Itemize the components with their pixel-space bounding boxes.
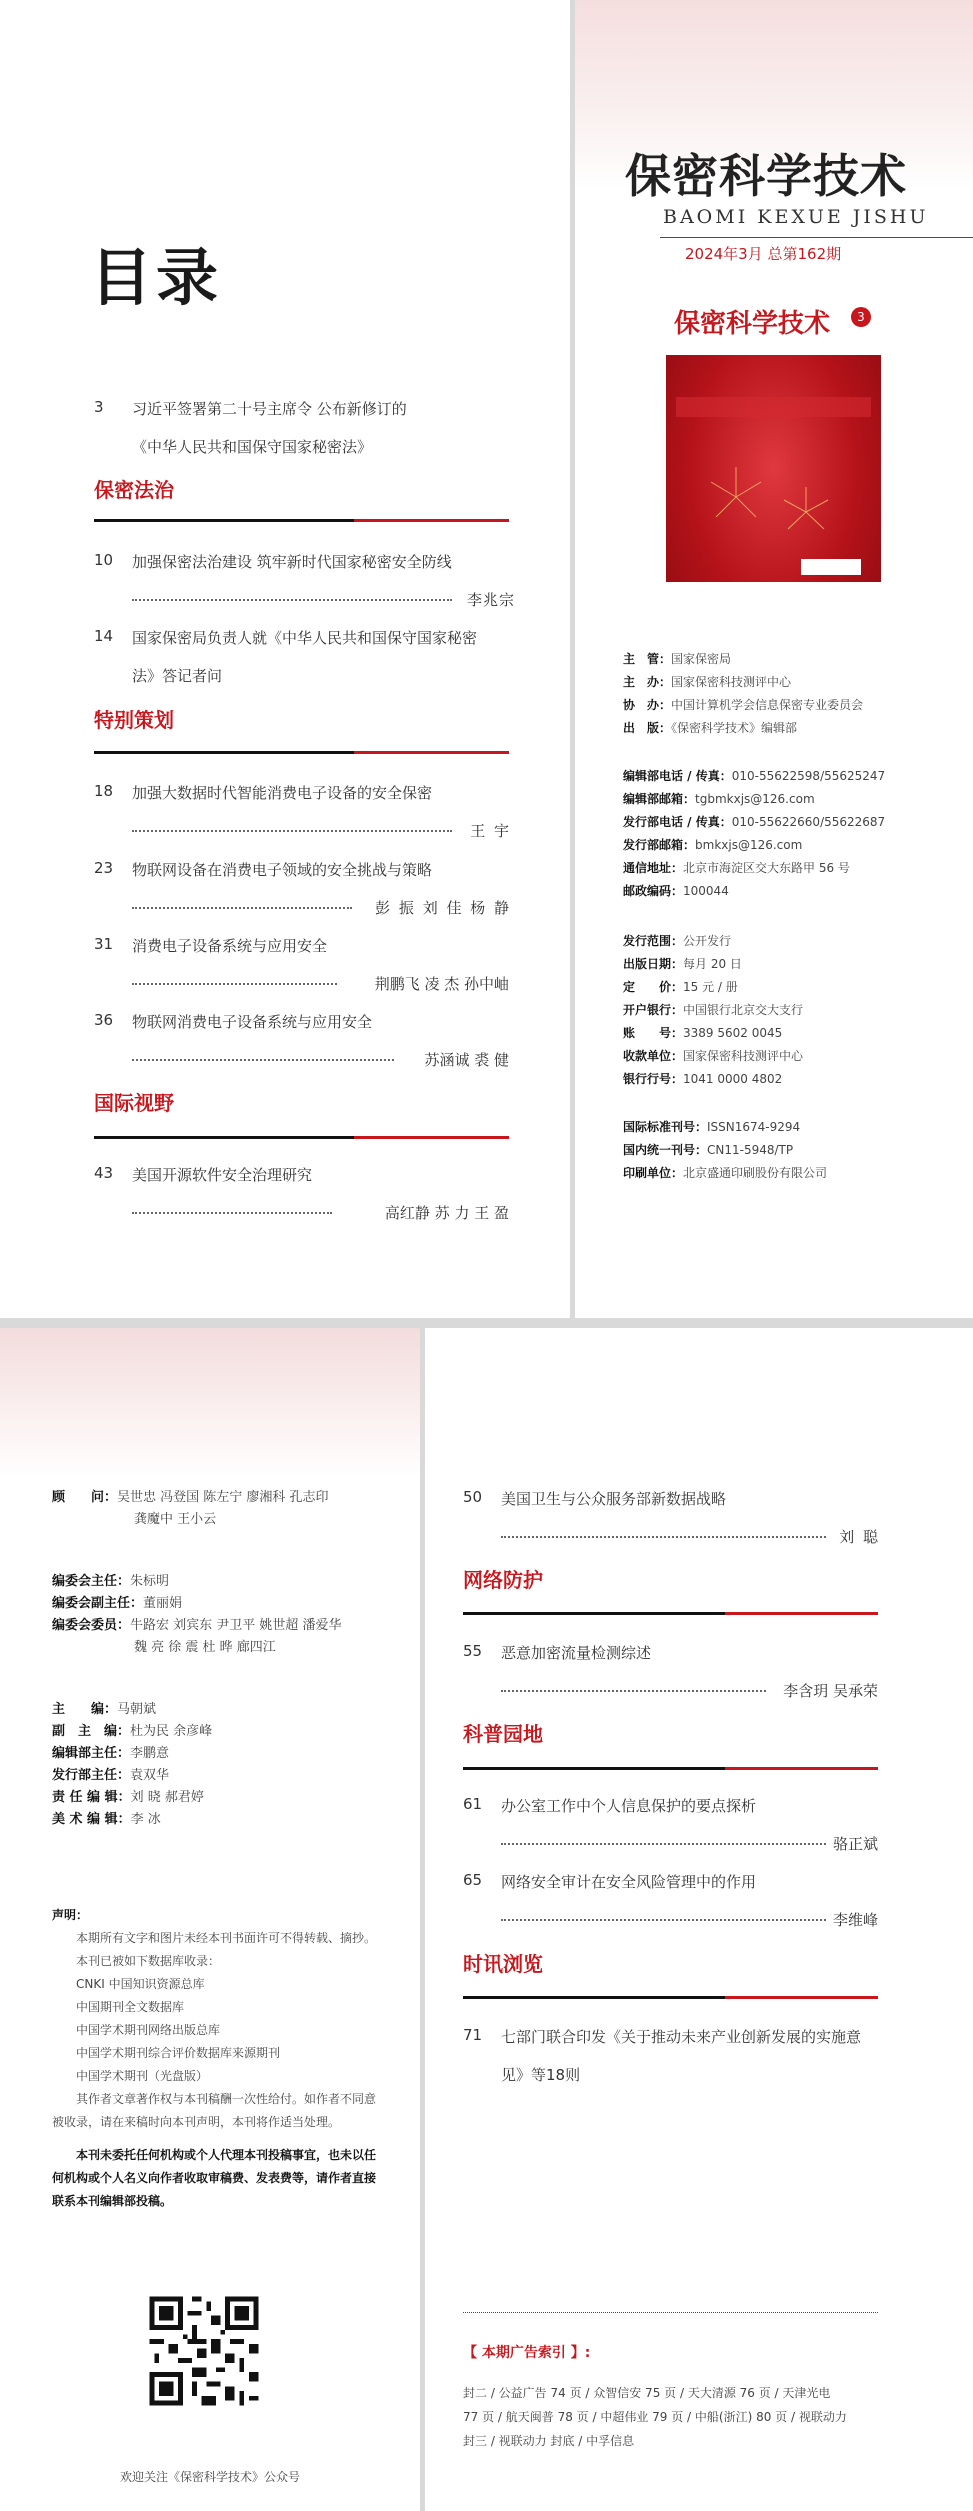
info-value: CN11-5948/TP	[707, 1143, 794, 1157]
info-label: 编辑部电话 / 传真：	[623, 769, 732, 783]
toc-page-number: 36	[94, 1011, 114, 1029]
staff-names: 李 冰	[130, 1812, 161, 1827]
info-value: ISSN1674-9294	[707, 1120, 801, 1134]
staff-names: 马朝斌	[117, 1702, 157, 1717]
info-value: tgbmkxjs@126.com	[695, 792, 815, 806]
info-value: 国家保密科技测评中心	[671, 675, 792, 689]
info-value: 国家保密科技测评中心	[683, 1049, 804, 1063]
section-rule	[463, 1767, 725, 1770]
info-value: 15 元 / 册	[683, 980, 738, 994]
toc-entry[interactable]	[463, 1642, 878, 1702]
toc-entry-title: 加强大数据时代智能消费电子设备的安全保密	[132, 784, 433, 802]
info-label: 出 版：	[623, 721, 672, 735]
staff-label: 编委会主任：	[52, 1574, 131, 1589]
toc-entry[interactable]	[463, 1871, 878, 1931]
database-item: CNKI 中国知识资源总库	[76, 1977, 205, 1991]
staff-names: 李鹏意	[130, 1746, 170, 1761]
info-value: 公开发行	[683, 934, 732, 948]
database-item: 中国学术期刊（光盘版）	[76, 2069, 209, 2083]
toc-entry-title: 物联网设备在消费电子领域的安全挑战与策略	[132, 861, 433, 879]
section-rule	[94, 519, 354, 522]
toc-author: 彭 振 刘 佳 杨 静	[375, 899, 511, 917]
toc-page-number: 55	[463, 1642, 483, 1660]
toc-entry-title-cont: 见》等18则	[501, 2066, 581, 2084]
info-label: 出版日期：	[623, 957, 684, 971]
info-label: 收款单位：	[623, 1049, 684, 1063]
info-label: 邮政编码：	[623, 884, 684, 898]
info-value: 1041 0000 4802	[683, 1072, 783, 1086]
staff-label: 发行部主任：	[52, 1768, 131, 1783]
toc-author: 骆正斌	[832, 1835, 878, 1853]
page-toc-1	[0, 0, 570, 1318]
section-rule-accent	[725, 1612, 878, 1615]
statement-notice: 本刊未委托任何机构或个人代理本刊投稿事宜，也未以任何机构或个人名义向作者收取审稿费、发表费等，请作者直接联系本刊编辑部投稿。	[52, 2148, 377, 2208]
info-value: 国家保密局	[671, 652, 732, 666]
toc-page-number: 71	[463, 2026, 483, 2044]
section-rule-accent	[354, 1136, 509, 1139]
statement-text: 本期所有文字和图片未经本刊书面许可不得转载、摘抄。	[76, 1931, 377, 1945]
toc-author: 高红静 苏 力 王 盈	[384, 1204, 509, 1222]
section-rule	[94, 751, 354, 754]
info-label: 编辑部邮箱：	[623, 792, 696, 806]
statement-text: 其作者文章著作权与本刊稿酬一次性给付。如作者不同意被收录，请在来稿时向本刊声明，本刊将作适当处理。	[52, 2092, 377, 2129]
toc-entry-title: 美国开源软件安全治理研究	[132, 1166, 313, 1184]
section-heading: 网络防护	[463, 1568, 543, 1592]
database-item: 中国学术期刊网络出版总库	[76, 2023, 221, 2037]
ads-line: 封三 / 视联动力 封底 / 中孚信息	[463, 2434, 635, 2448]
toc-heading: 目录	[90, 241, 223, 314]
toc-entry-title: 国家保密局负责人就《中华人民共和国保守国家秘密	[132, 629, 478, 647]
toc-entry[interactable]	[463, 2026, 878, 2086]
toc-page-number: 43	[94, 1164, 114, 1182]
leader-dots	[501, 1919, 826, 1921]
toc-page-number: 31	[94, 935, 114, 953]
cover-title: 保密科学技术	[674, 309, 831, 339]
toc-entry-title: 习近平签署第二十号主席令 公布新修订的	[132, 400, 407, 418]
info-label: 账 号：	[623, 1026, 684, 1040]
toc-page-number: 14	[94, 627, 114, 645]
leader-dots	[132, 907, 352, 909]
toc-entry[interactable]	[94, 782, 509, 842]
info-value: 010-55622598/55625247	[731, 769, 886, 783]
toc-entry[interactable]	[463, 1795, 878, 1855]
info-label: 主 管：	[623, 652, 672, 666]
info-label: 开户银行：	[623, 1003, 684, 1017]
info-label: 发行部电话 / 传真：	[623, 815, 732, 829]
toc-list	[94, 0, 515, 1318]
magazine-title: 保密科学技术	[625, 149, 907, 203]
info-value: 中国银行北京交大支行	[683, 1003, 804, 1017]
toc-author: 王 宇	[470, 822, 511, 840]
toc-entry[interactable]	[94, 1011, 509, 1071]
leader-dots	[132, 599, 452, 601]
toc-entry-title: 网络安全审计在安全风险管理中的作用	[501, 1873, 757, 1891]
toc-page-number: 10	[94, 551, 114, 569]
staff-label: 责 任 编 辑：	[52, 1790, 131, 1805]
toc-entry[interactable]	[94, 551, 515, 611]
leader-dots	[132, 1059, 394, 1061]
staff-names: 朱标明	[130, 1574, 170, 1589]
section-rule-accent	[354, 751, 509, 754]
info-value: bmkxjs@126.com	[695, 838, 803, 852]
toc-entry-title: 消费电子设备系统与应用安全	[132, 937, 328, 955]
toc-entry-title: 办公室工作中个人信息保护的要点探析	[501, 1797, 757, 1815]
staff-names: 刘 晓 郝君婷	[130, 1790, 204, 1805]
toc-page-number: 23	[94, 859, 114, 877]
info-label: 发行部邮箱：	[623, 838, 696, 852]
ads-line: 封二 / 公益广告 74 页 / 众智信安 75 页 / 天大清源 76 页 / 天津光电	[463, 2386, 831, 2400]
issue-info: 2024年3月 总第162期	[685, 245, 842, 263]
leader-dots	[501, 1843, 826, 1845]
staff-label: 编委会委员：	[52, 1618, 131, 1633]
info-value: 3389 5602 0045	[683, 1026, 783, 1040]
section-heading: 科普园地	[463, 1722, 543, 1746]
toc-entry[interactable]	[94, 1164, 509, 1224]
info-value: 北京盛通印刷股份有限公司	[683, 1166, 828, 1180]
staff-names: 魏 亮 徐 震 杜 晔 廊四江	[134, 1640, 276, 1655]
info-label: 通信地址：	[623, 861, 684, 875]
toc-author: 李兆宗	[466, 591, 515, 609]
section-rule	[463, 1996, 725, 1999]
toc-page-number: 61	[463, 1795, 483, 1813]
cover-image	[666, 297, 881, 582]
info-label: 银行行号：	[623, 1072, 684, 1086]
info-value: 北京市海淀区交大东路甲 56 号	[683, 861, 850, 875]
staff-label: 主 编：	[52, 1702, 118, 1717]
background-decoration	[0, 1328, 420, 1478]
info-label: 印刷单位：	[623, 1166, 684, 1180]
toc-author: 李维峰	[832, 1911, 878, 1929]
leader-dots	[132, 1212, 332, 1214]
database-item: 中国学术期刊综合评价数据库来源期刊	[76, 2046, 281, 2060]
toc-entry-title: 物联网消费电子设备系统与应用安全	[132, 1013, 373, 1031]
section-heading: 国际视野	[94, 1091, 174, 1115]
ads-line: 77 页 / 航天闽普 78 页 / 中超伟业 79 页 / 中船(浙江) 80 页 / 视联动力	[463, 2410, 847, 2424]
toc-page-number: 18	[94, 782, 114, 800]
page-staff	[0, 1328, 420, 2511]
statement-text: 本刊已被如下数据库收录：	[76, 1954, 221, 1968]
staff-names: 牛路宏 刘宾东 尹卫平 姚世超 潘爱华	[130, 1618, 342, 1633]
info-value: 100044	[683, 884, 729, 898]
info-value: 010-55622660/55622687	[731, 815, 886, 829]
info-value: 每月 20 日	[683, 957, 742, 971]
staff-names: 龚魔中 王小云	[134, 1512, 217, 1527]
toc-entry[interactable]	[94, 398, 509, 458]
page-masthead	[575, 0, 973, 1318]
statement	[52, 1904, 387, 2324]
toc-entry-title: 加强保密法治建设 筑牢新时代国家秘密安全防线	[132, 553, 452, 571]
leader-dots	[501, 1690, 766, 1692]
ads-divider	[463, 2312, 878, 2313]
staff-names: 董丽娟	[143, 1596, 183, 1611]
qr-caption: 欢迎关注《保密科学技术》公众号	[119, 2470, 300, 2484]
qr-code[interactable]	[145, 2292, 263, 2410]
section-rule-accent	[725, 1996, 878, 1999]
toc-page-number: 3	[94, 398, 104, 416]
toc-entry-title-cont: 法》答记者问	[132, 667, 223, 685]
staff-names: 吴世忠 冯登国 陈左宁 廖湘科 孔志印	[117, 1490, 329, 1505]
statement-title: 声明：	[52, 1908, 89, 1922]
section-rule-accent	[354, 519, 509, 522]
toc-entry-title: 美国卫生与公众服务部新数据战略	[501, 1490, 727, 1508]
cover-fireworks	[666, 297, 881, 582]
section-heading: 保密法治	[94, 478, 174, 502]
info-value: 中国计算机学会信息保密专业委员会	[671, 698, 864, 712]
toc-entry[interactable]	[94, 627, 509, 687]
toc-page-number: 50	[463, 1488, 483, 1506]
staff-label: 顾 问：	[52, 1490, 118, 1505]
toc-entry-title: 恶意加密流量检测综述	[501, 1644, 652, 1662]
info-label: 协 办：	[623, 698, 672, 712]
info-label: 发行范围：	[623, 934, 684, 948]
info-label: 定 价：	[623, 980, 684, 994]
staff-label: 美 术 编 辑：	[52, 1812, 131, 1827]
info-label: 国内统一刊号：	[623, 1143, 708, 1157]
toc-entry-title-cont: 《中华人民共和国保守国家秘密法》	[132, 438, 373, 456]
page-toc-2	[425, 1328, 973, 2511]
magazine-pinyin: BAOMI KEXUE JISHU	[663, 206, 929, 228]
leader-dots	[501, 1536, 826, 1538]
toc-page-number: 65	[463, 1871, 483, 1889]
info-label: 主 办：	[623, 675, 672, 689]
cover-issue-badge: 3	[851, 307, 871, 327]
database-item: 中国期刊全文数据库	[76, 2000, 185, 2014]
section-heading: 特别策划	[94, 708, 174, 732]
toc-entry-title: 七部门联合印发《关于推动未来产业创新发展的实施意	[501, 2028, 862, 2046]
toc-entry[interactable]	[463, 1488, 878, 1548]
toc-author: 李含玥 吴承荣	[783, 1682, 878, 1700]
staff-names: 袁双华	[130, 1768, 170, 1783]
info-value: 《保密科学技术》编辑部	[671, 721, 798, 735]
staff-label: 副 主 编：	[52, 1724, 131, 1739]
title-underline	[660, 237, 973, 238]
toc-entry[interactable]	[94, 935, 509, 995]
publication-info	[623, 650, 963, 1190]
toc-list	[463, 1328, 878, 2511]
staff-label: 编委会副主任：	[52, 1596, 144, 1611]
toc-author: 刘 聪	[839, 1528, 880, 1546]
info-label: 国际标准刊号：	[623, 1120, 708, 1134]
toc-author: 荆鹏飞 凌 杰 孙中岫	[374, 975, 509, 993]
staff-names: 杜为民 余彦峰	[130, 1724, 213, 1739]
ads-title: 【 本期广告索引 】:	[463, 2345, 591, 2361]
leader-dots	[132, 830, 452, 832]
section-rule	[94, 1136, 354, 1139]
staff-label: 编辑部主任：	[52, 1746, 131, 1761]
toc-author: 苏涵诚 裘 健	[424, 1051, 509, 1069]
leader-dots	[132, 983, 337, 985]
section-rule	[463, 1612, 725, 1615]
section-rule-accent	[725, 1767, 878, 1770]
toc-entry[interactable]	[94, 859, 509, 919]
section-heading: 时讯浏览	[463, 1952, 543, 1976]
